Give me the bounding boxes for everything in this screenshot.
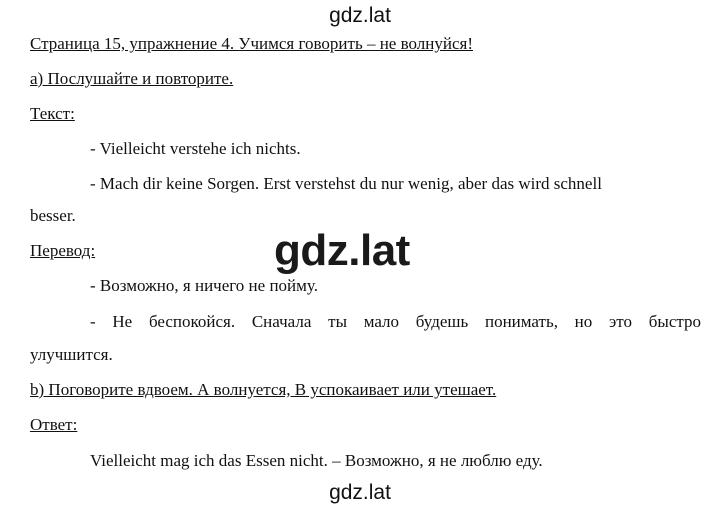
text-label: Текст:	[30, 104, 75, 123]
answer-label: Ответ:	[30, 415, 78, 434]
answer-text: Vielleicht mag ich das Essen nicht. – Возможно, я не люблю еду.	[90, 451, 543, 470]
translation-line-2-continuation: улучшится.	[30, 345, 113, 364]
exercise-heading: Страница 15, упражнение 4. Учимся говорить – не волнуйся!	[30, 34, 473, 53]
translation-label: Перевод:	[30, 241, 96, 260]
task-b-instruction: b) Поговорите вдвоем. А волнуется, В успокаивает или утешает.	[30, 380, 497, 399]
text-line-1: - Vielleicht verstehe ich nichts.	[90, 139, 301, 158]
text-line-2: - Mach dir keine Sorgen. Erst verstehst du nur wenig, aber das wird schnell	[90, 174, 602, 193]
watermark-center: gdz.lat	[274, 226, 410, 275]
watermark-bottom: gdz.lat	[329, 481, 391, 504]
text-line-2-continuation: besser.	[30, 206, 76, 225]
task-a-instruction: а) Послушайте и повторите.	[30, 69, 234, 88]
watermark-top: gdz.lat	[329, 4, 391, 27]
translation-line-1: - Возможно, я ничего не пойму.	[90, 276, 318, 295]
translation-line-2: - Не беспокойся. Сначала ты мало будешь понимать, но это быстро	[90, 312, 701, 331]
